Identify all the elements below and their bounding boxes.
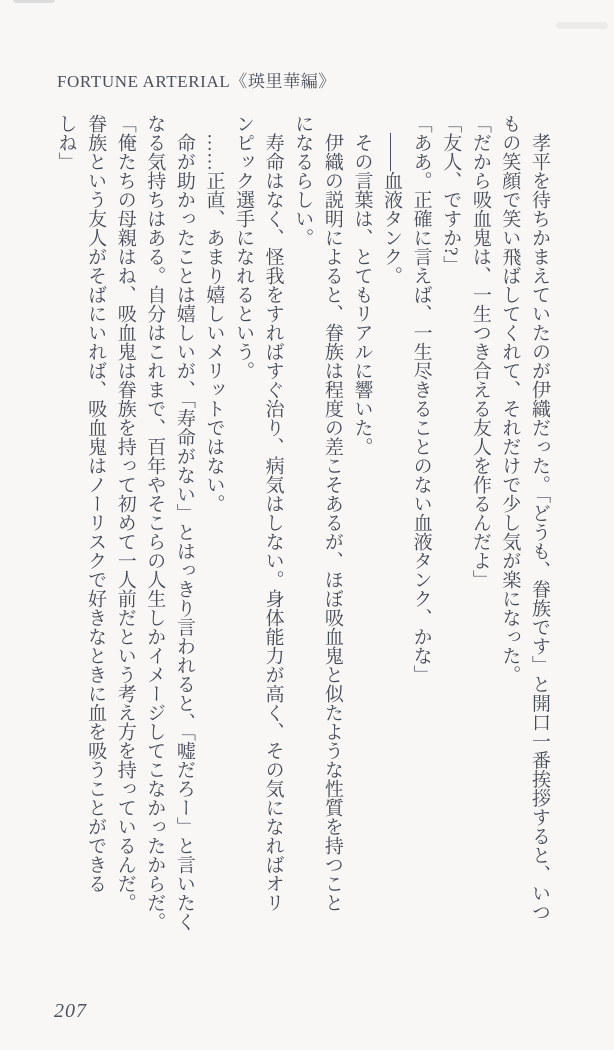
running-header-title: FORTUNE ARTERIAL《瑛里華編》 — [57, 72, 336, 91]
text-column: しね」 — [55, 114, 77, 171]
text-column: 「だから吸血鬼は、一生つき合える友人を作るんだよ」 — [469, 114, 491, 589]
text-column: なる気持ちはある。自分はこれまで、百年やそこらの人生しかイメージしてこなかったからだ。 — [144, 114, 166, 931]
text-column: 命が助かったことは嬉しいが、「寿命がない」とはっきり言われると、「嘘だろー」と言いたく — [173, 114, 195, 931]
text-column: になるらしい。 — [292, 114, 314, 247]
scan-smudge-top-right — [556, 22, 608, 29]
text-column: ……正直、あまり嬉しいメリットではない。 — [203, 114, 225, 513]
text-column: 寿命はなく、怪我をすればすぐ治り、病気はしない。身体能力が高く、その気になればオリ — [262, 114, 284, 912]
text-column: ンピック選手になれるという。 — [233, 114, 255, 380]
body-text — [51, 114, 554, 976]
text-column: 「俺たちの母親はね、吸血鬼は眷族を持って初めて一人前だという考え方を持っているんだ。 — [114, 114, 136, 912]
text-column: もの笑顔で笑い飛ばしてくれて、それだけで少し気が楽になった。 — [499, 114, 521, 684]
text-column: 孝平を待ちかまえていたのが伊織だった。「どうも、眷族です」と開口一番挨拶すると、いつ — [529, 114, 550, 922]
text-column: その言葉は、とてもリアルに響いた。 — [351, 114, 373, 456]
text-column: 「ああ。正確に言えば、一生尽きることのない血液タンク、かな」 — [410, 114, 432, 684]
text-column: 眷族という友人がそばにいれば、吸血鬼はノーリスクで好きなときに血を吸うことができる — [85, 114, 107, 893]
text-column: 伊織の説明によると、眷族は程度の差こそあるが、ほぼ吸血鬼と似たような性質を持つこと — [321, 114, 343, 912]
scan-smudge-top-left — [13, 0, 55, 3]
page-number: 207 — [54, 1000, 87, 1022]
text-column: 「友人、ですか?」 — [440, 114, 462, 275]
text-column: ――血液タンク。 — [381, 114, 403, 285]
